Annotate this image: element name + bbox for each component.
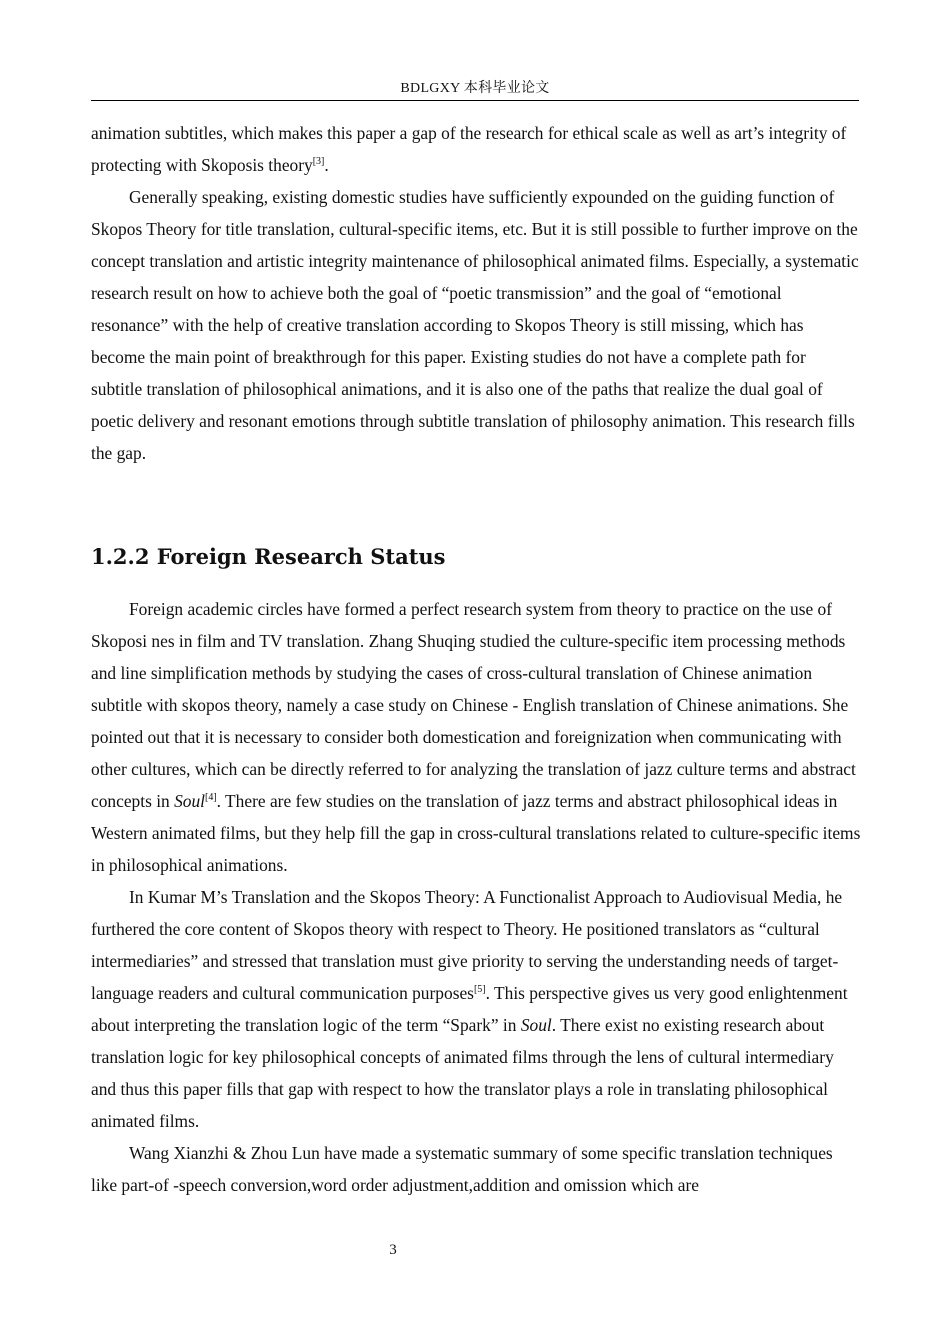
film-title-soul: Soul <box>520 1015 552 1035</box>
paragraph-wang-zhou: Wang Xianzhi & Zhou Lun have made a systematic summary of some specific translation techniques like part-of -speech conversion,word order adjustment,addition and omission which are <box>91 1143 833 1195</box>
paragraph-foreign-circles: Foreign academic circles have formed a perfect research system from theory to practice on the use of Skoposi nes in film and TV translation. Zhang Shuqing studied the culture-specific item processing methods and line simplification methods by studying the cases of cross-cultural translation of Chinese animation subtitle with skopos theory, namely a case study on Chinese - English translation of Chinese animations. She pointed out that it is necessary to consider both domestication and foreignization when communicating with other cultures, which can be directly referred to for analyzing the translation of jazz culture terms and abstract concepts in Soul[4]. There are few studies on the translation of jazz terms and abstract philosophical ideas in Western animated films, but they help fill the gap in cross-cultural translations related to culture-specific items in philosophical animations. <box>91 599 861 875</box>
citation-4: [4] <box>205 792 217 803</box>
paragraph-domestic-summary: Generally speaking, existing domestic studies have sufficiently expounded on the guiding function of Skopos Theory for title translation, cultural-specific items, etc. But it is still possible to further improve on the concept translation and artistic integrity maintenance of philosophical animated films. Especially, a systematic research result on how to achieve both the goal of “poetic transmission” and the goal of “emotional resonance” with the help of creative translation according to Skopos Theory is still missing, which has become the main point of breakthrough for this paper. Existing studies do not have a complete path for subtitle translation of philosophical animations, and it is also one of the paths that realize the dual goal of poetic delivery and resonant emotions through subtitle translation of philosophy animation. This research fills the gap. <box>91 187 859 463</box>
paragraph-kumar: In Kumar M’s Translation and the Skopos Theory: A Functionalist Approach to Audiovisual Media, he furthered the core content of Skopos theory with respect to Theory. He positioned translators as “cultural intermediaries” and stressed that translation must give priority to serving the understanding needs of target-language readers and cultural communication purposes[5]. This perspective gives us very good enlightenment about interpreting the translation logic of the term “Spark” in Soul. There exist no existing research about translation logic for key philosophical concepts of animated films through the lens of cultural intermediary and thus this paper fills that gap with respect to how the translator plays a role in translating philosophical animated films. <box>91 887 848 1131</box>
header-title: BDLGXY 本科毕业论文 <box>400 81 550 96</box>
body-text <box>91 117 861 1201</box>
citation-3: [3] <box>312 156 325 167</box>
page-number: 3 <box>389 1242 397 1258</box>
film-title-soul: Soul <box>174 791 205 811</box>
citation-5: [5] <box>473 984 486 995</box>
paragraph-continued: animation subtitles, which makes this paper a gap of the research for ethical scale as well as art’s integrity of protecting with Skoposis theory[3]. <box>91 123 847 175</box>
running-header <box>91 77 859 101</box>
section-heading: 1.2.2 Foreign Research Status <box>91 544 446 569</box>
